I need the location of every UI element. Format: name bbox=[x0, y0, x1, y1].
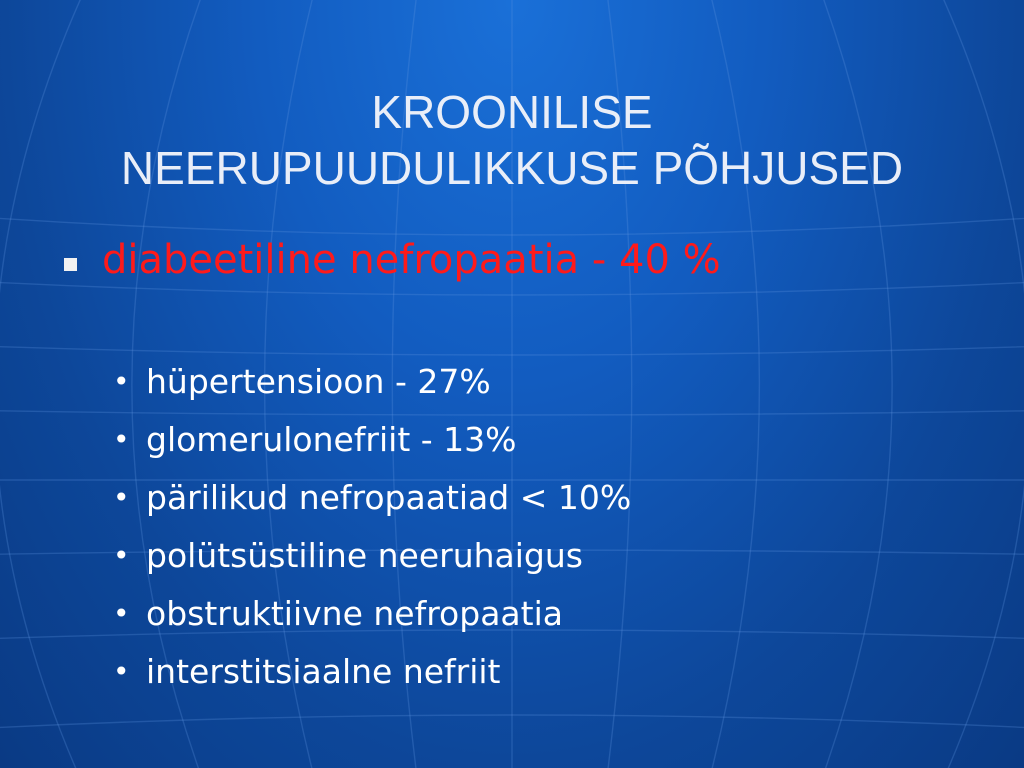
sub-bullet-list bbox=[113, 352, 631, 700]
list-item bbox=[113, 584, 631, 642]
list-item bbox=[113, 468, 631, 526]
list-item bbox=[113, 642, 631, 700]
bullet-dot-icon: • bbox=[113, 422, 130, 456]
list-item bbox=[113, 352, 631, 410]
main-bullet-item bbox=[64, 230, 721, 290]
square-bullet-icon bbox=[64, 258, 77, 271]
list-item-text: glomerulonefriit - 13% bbox=[146, 419, 517, 459]
bullet-dot-icon: • bbox=[113, 538, 130, 572]
list-item-text: interstitsiaalne nefriit bbox=[146, 651, 501, 691]
bullet-dot-icon: • bbox=[113, 364, 130, 398]
title-line-2: NEERUPUUDULIKKUSE PÕHJUSED bbox=[120, 142, 904, 194]
list-item-text: hüpertensioon - 27% bbox=[146, 361, 491, 401]
list-item bbox=[113, 410, 631, 468]
main-bullet-text: diabeetiline nefropaatia - 40 % bbox=[102, 237, 721, 283]
list-item bbox=[113, 526, 631, 584]
list-item-text: pärilikud nefropaatiad < 10% bbox=[146, 477, 632, 517]
title-line-1: KROONILISE bbox=[371, 86, 653, 138]
bullet-dot-icon: • bbox=[113, 480, 130, 514]
bullet-dot-icon: • bbox=[113, 596, 130, 630]
list-item-text: obstruktiivne nefropaatia bbox=[146, 593, 563, 633]
bullet-dot-icon: • bbox=[113, 654, 130, 688]
slide-title bbox=[0, 84, 1024, 196]
list-item-text: polütsüstiline neeruhaigus bbox=[146, 535, 583, 575]
